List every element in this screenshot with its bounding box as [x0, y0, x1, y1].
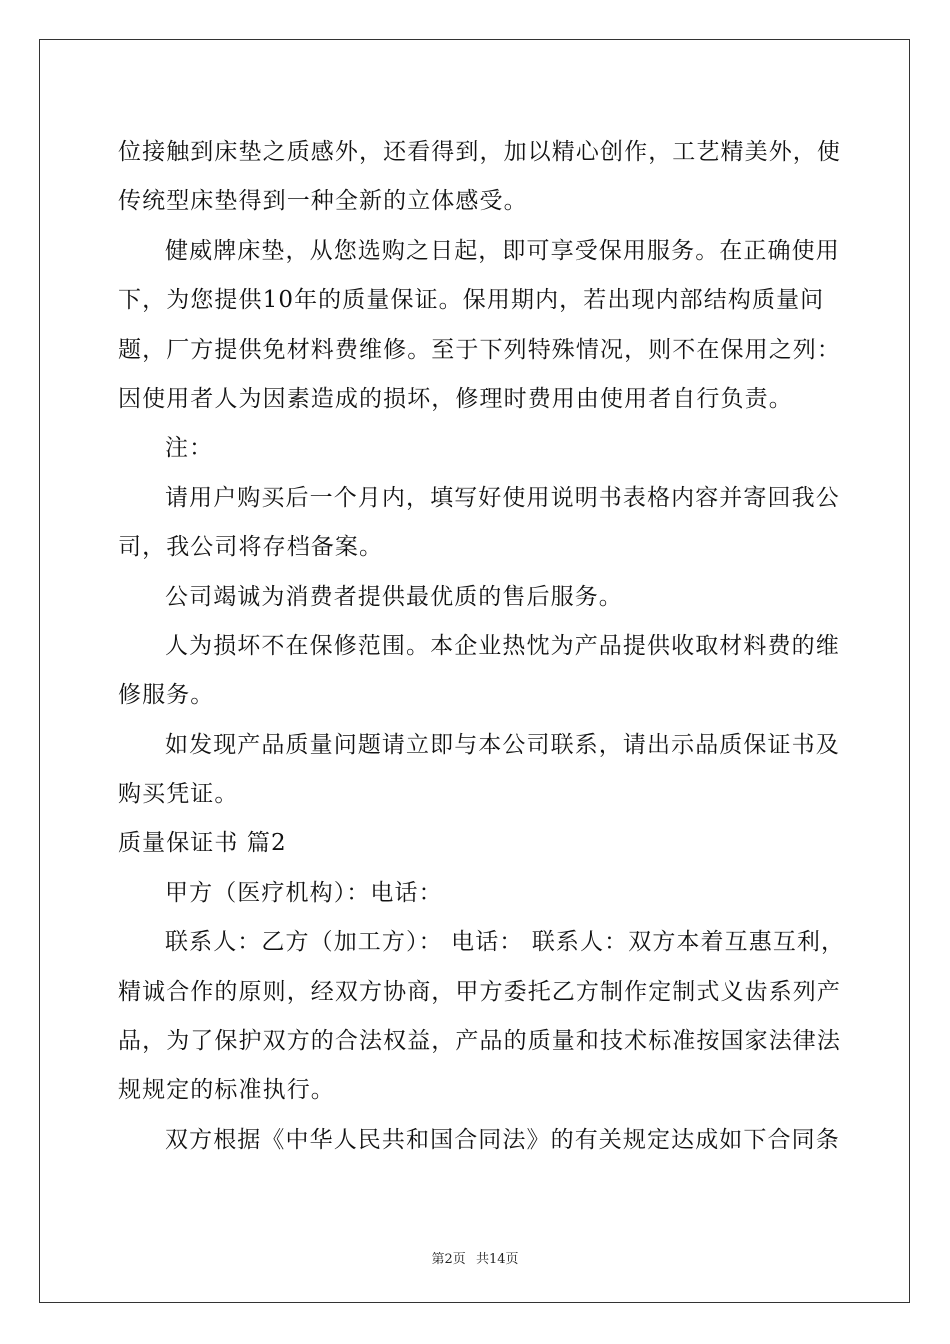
page-footer — [0, 1248, 950, 1267]
body-line: 下，为您提供10年的质量保证。保用期内，若出现内部结构质量问 — [118, 287, 825, 314]
body-line: 人为损坏不在保修范围。本企业热忱为产品提供收取材料费的维 — [165, 632, 840, 659]
section-heading: 质量保证书 篇2 — [118, 830, 287, 857]
body-line: 联系人：乙方（加工方）： 电话： 联系人：双方本着互惠互利， — [165, 929, 846, 956]
body-line: 位接触到床垫之质感外，还看得到，加以精心创作，工艺精美外，使 — [118, 139, 841, 165]
note-heading: 注： — [165, 435, 214, 462]
body-line: 传统型床垫得到一种全新的立体感受。 — [118, 188, 528, 215]
body-line: 修服务。 — [118, 682, 215, 709]
body-line: 公司竭诚为消费者提供最优质的售后服务。 — [165, 583, 623, 610]
body-line: 如发现产品质量问题请立即与本公司联系，请出示品质保证书及 — [165, 731, 840, 758]
body-line: 司，我公司将存档备案。 — [118, 534, 384, 561]
body-line: 健威牌床垫，从您选购之日起，即可享受保用服务。在正确使用 — [165, 237, 840, 264]
body-line: 规规定的标准执行。 — [118, 1077, 335, 1104]
body-line: 请用户购买后一个月内，填写好使用说明书表格内容并寄回我公 — [165, 484, 840, 511]
body-line: 双方根据《中华人民共和国合同法》的有关规定达成如下合同条 — [165, 1126, 840, 1153]
body-line: 购买凭证。 — [118, 781, 239, 808]
document-body — [118, 128, 846, 1165]
page-number: 第2页 — [431, 1252, 466, 1267]
body-line: 精诚合作的原则，经双方协商，甲方委托乙方制作定制式义齿系列产 — [118, 978, 841, 1005]
body-line: 因使用者人为因素造成的损坏，修理时费用由使用者自行负责。 — [118, 385, 793, 412]
body-line: 题，厂方提供免材料费维修。至于下列特殊情况，则不在保用之列： — [118, 336, 841, 363]
body-line: 甲方（医疗机构）：电话： — [165, 879, 443, 906]
page-total: 共14页 — [475, 1252, 519, 1267]
body-line: 品，为了保护双方的合法权益，产品的质量和技术标准按国家法律法 — [118, 1028, 841, 1055]
